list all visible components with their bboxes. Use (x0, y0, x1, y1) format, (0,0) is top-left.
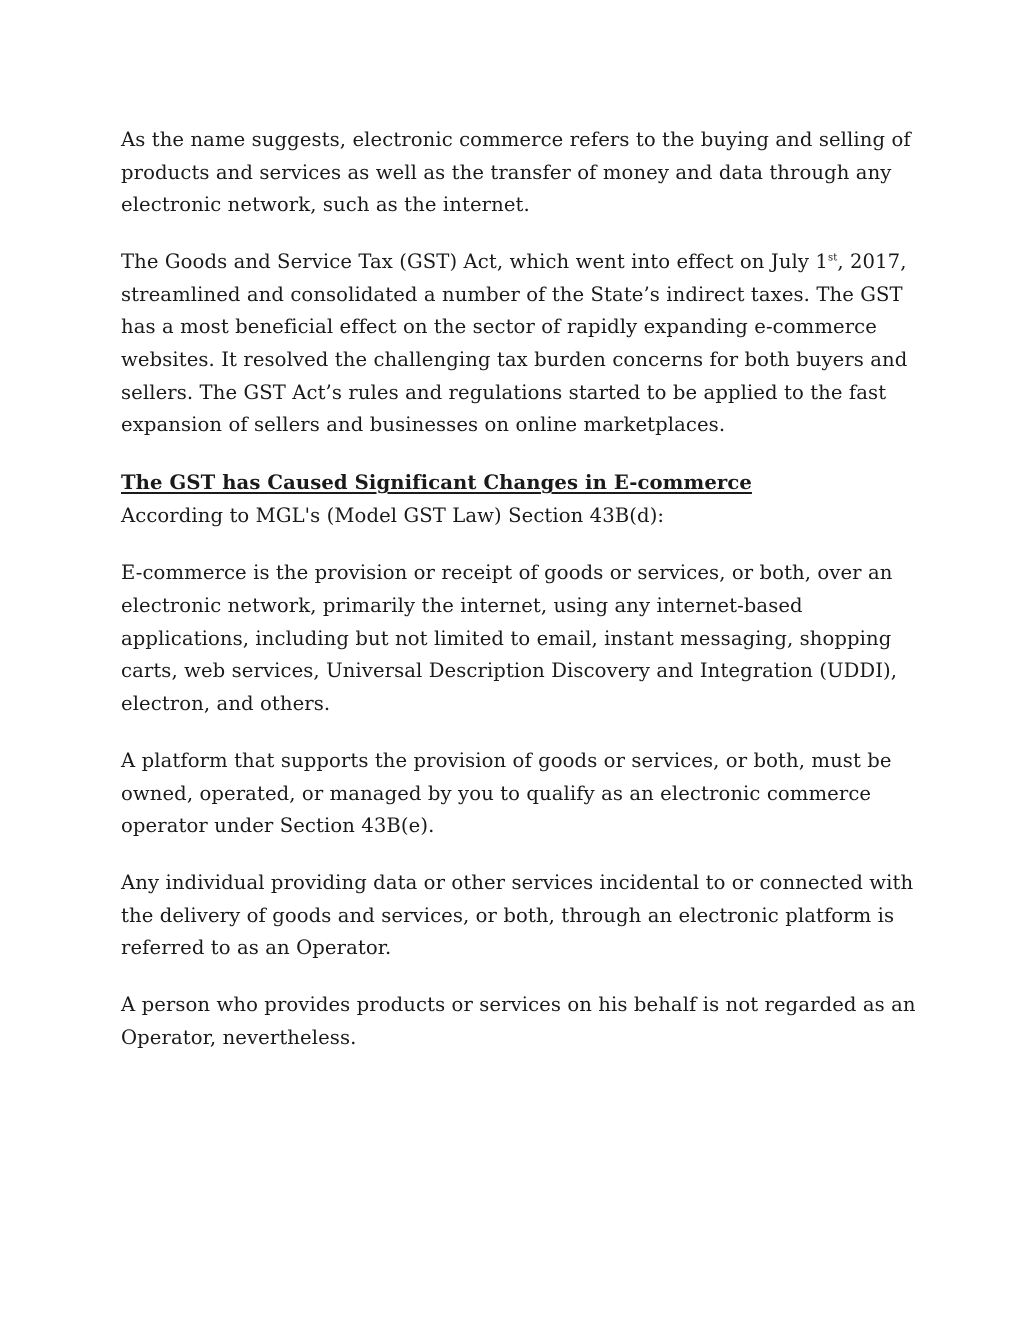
paragraph-gst-act-text-end: , 2017, streamlined and consolidated a number of the State’s indirect taxes. The GST has a most beneficial effect on the sector of rapidly expanding e-commerce websites. It resolved the challenging tax burden concerns for both buyers and sellers. The GST Act’s rules and regulations started to be applied to the fast expansion of sellers and businesses on online marketplaces. (121, 250, 908, 437)
paragraph-operator-definition: Any individual providing data or other services incidental to or connected with the delivery of goods and services, or both, through an electronic platform is referred to as an Operator. (121, 871, 914, 960)
paragraph-ecommerce-provision: E-commerce is the provision or receipt of goods or services, or both, over an electronic network, primarily the internet, using any internet-based applications, including but not limited to email, instant messaging, shopping carts, web services, Universal Description Discovery and Integration (UDDI), electron, and others. (121, 561, 898, 715)
paragraph-gst-act-text-start: The Goods and Service Tax (GST) Act, which went into effect on July 1 (121, 250, 828, 274)
paragraph-gst-act (121, 246, 921, 442)
document-body (121, 124, 921, 1079)
section-intro: According to MGL's (Model GST Law) Section 43B(d): (121, 504, 665, 528)
paragraph-operator-exclusion: A person who provides products or services on his behalf is not regarded as an Operator, nevertheless. (121, 993, 916, 1050)
ordinal-suffix: st (827, 252, 838, 264)
paragraph-operator-platform: A platform that supports the provision of goods or services, or both, must be owned, operated, or managed by you to qualify as an electronic commerce operator under Section 43B(e). (121, 748, 892, 838)
section-heading: The GST has Caused Significant Changes in E-commerce (121, 471, 752, 495)
paragraph-ecommerce-definition: As the name suggests, electronic commerce refers to the buying and selling of products and services as well as the transfer of money and data through any electronic network, such as the internet. (121, 128, 911, 217)
